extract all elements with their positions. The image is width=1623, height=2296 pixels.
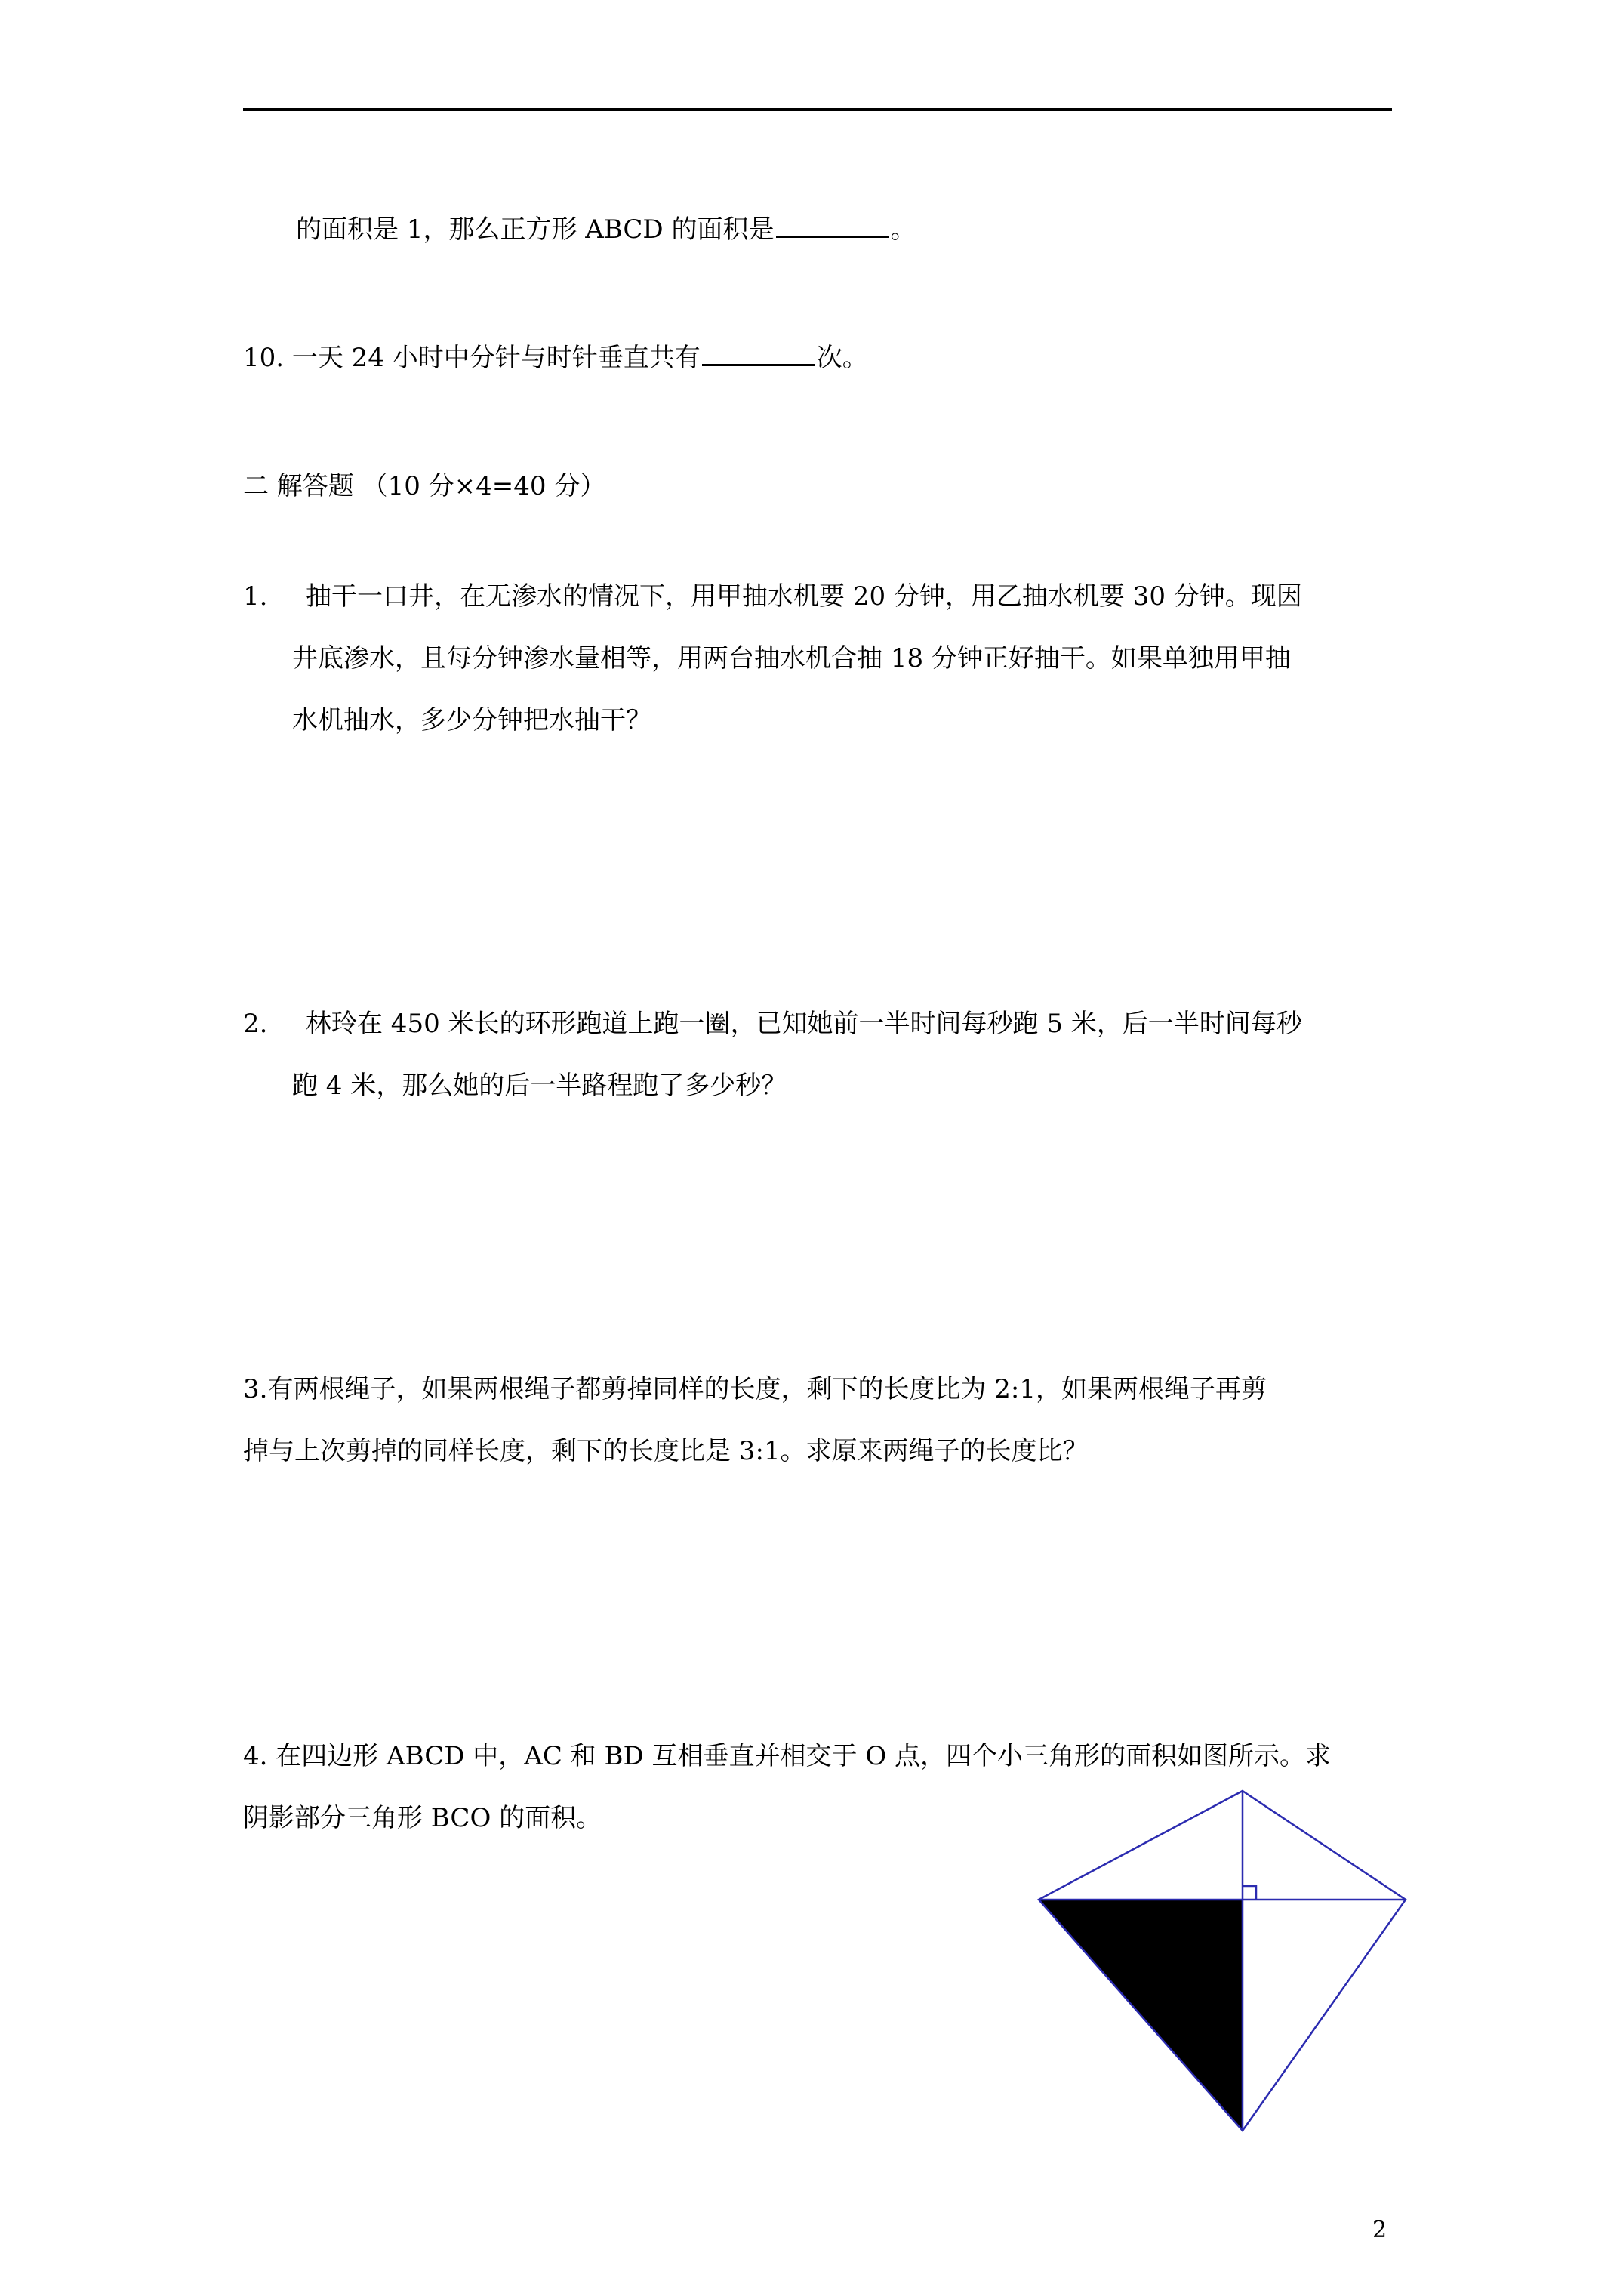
header-rule bbox=[243, 108, 1392, 111]
problem-2-line-2: 跑 4 米，那么她的后一半路程跑了多少秒？ bbox=[292, 1071, 787, 1101]
section-heading: 二 解答题 （10 分×4=40 分） bbox=[243, 471, 606, 501]
problem-3-line-2: 掉与上次剪掉的同样长度，剩下的长度比是 3:1。求原来两绳子的长度比？ bbox=[243, 1436, 1089, 1466]
problem-2-number: 2. bbox=[243, 1009, 268, 1039]
q10-text: 10. 一天 24 小时中分针与时针垂直共有 bbox=[243, 343, 701, 373]
problem-1-line-1: 抽干一口井，在无渗水的情况下，用甲抽水机要 20 分钟，用乙抽水机要 30 分钟。现因 bbox=[306, 581, 1302, 612]
q9-tail-text: 的面积是 1，那么正方形 ABCD 的面积是 bbox=[296, 214, 775, 245]
q10-answer-blank[interactable] bbox=[702, 341, 815, 366]
q9-answer-blank[interactable] bbox=[776, 213, 889, 238]
q10-line bbox=[243, 341, 868, 374]
problem-1-line-3: 水机抽水，多少分钟把水抽干？ bbox=[292, 705, 651, 735]
page-number: 2 bbox=[1372, 2217, 1387, 2243]
q9-tail-end: 。 bbox=[890, 214, 916, 245]
q10-end: 次。 bbox=[816, 343, 868, 373]
right-angle-mark bbox=[1243, 1886, 1256, 1900]
quadrilateral-figure bbox=[1033, 1782, 1410, 2137]
problem-1-line-2: 井底渗水，且每分钟渗水量相等，用两台抽水机合抽 18 分钟正好抽干。如果单独用甲抽 bbox=[292, 643, 1291, 673]
q9-tail-line bbox=[296, 213, 916, 246]
problem-4-line-1: 4. 在四边形 ABCD 中，AC 和 BD 互相垂直并相交于 O 点，四个小三角形的面积如图所示。求 bbox=[243, 1741, 1332, 1771]
problem-1-number: 1. bbox=[243, 581, 268, 612]
problem-4-line-2: 阴影部分三角形 BCO 的面积。 bbox=[243, 1803, 602, 1833]
problem-2-line-1: 林玲在 450 米长的环形跑道上跑一圈，已知她前一半时间每秒跑 5 米，后一半时间每秒 bbox=[306, 1009, 1302, 1039]
problem-3-line-1: 3.有两根绳子，如果两根绳子都剪掉同样的长度，剩下的长度比为 2:1，如果两根绳子再剪 bbox=[243, 1374, 1267, 1404]
